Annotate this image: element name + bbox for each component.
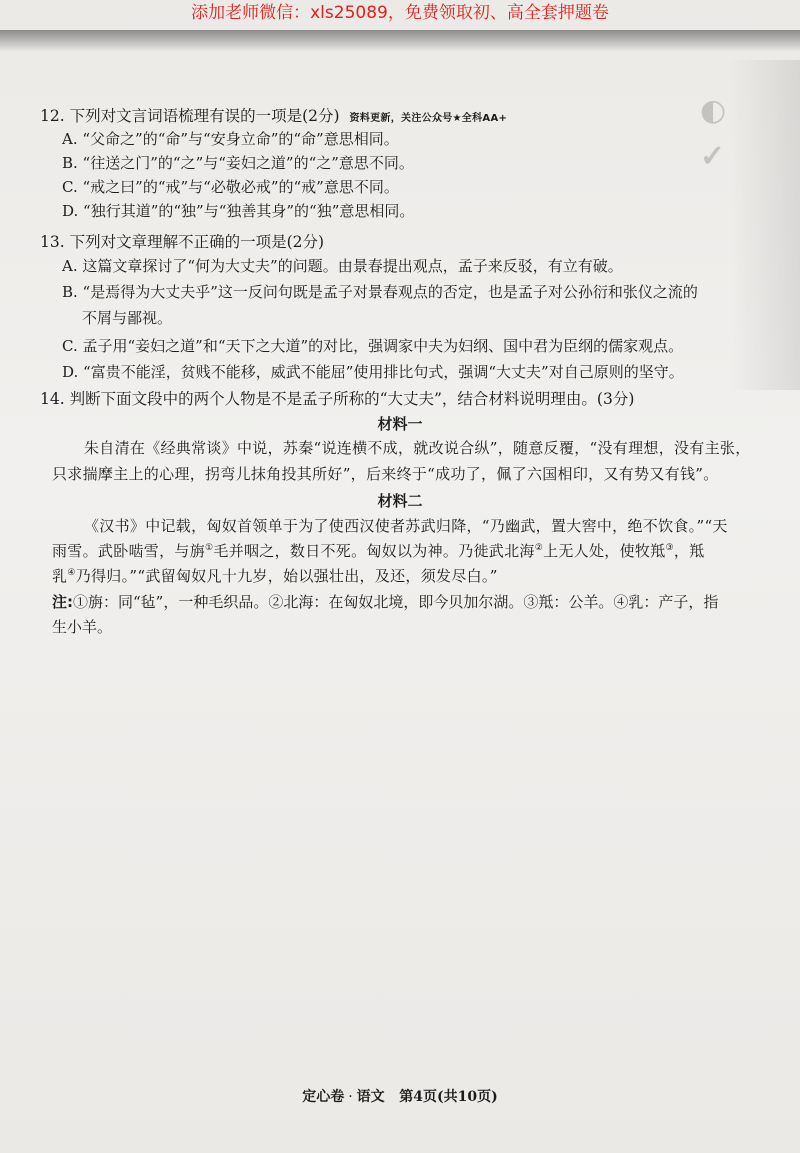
footer-subject: 语文 xyxy=(356,1089,385,1105)
footnote-mark-2: ② xyxy=(534,543,544,553)
material-2-line-1: 《汉书》中记载，匈奴首领单于为了使西汉使者苏武归降，“乃幽武，置大窖中，绝不饮食。”“天 xyxy=(84,517,728,535)
footnote-mark-3: ③ xyxy=(665,543,674,553)
material-2-seg: 乳 xyxy=(52,567,68,585)
notes-line-2: 生小羊。 xyxy=(52,618,113,636)
material-1-title: 材料一 xyxy=(377,415,423,433)
q13-option-b: B. “是焉得为大丈夫乎”这一反问句既是孟子对景春观点的否定，也是孟子对公孙衍和张仪之流的 xyxy=(62,283,698,301)
source-tag: 资料更新，关注公众号★全科AA+ xyxy=(349,113,508,124)
material-2-seg: 上无人处，使牧羝 xyxy=(543,542,666,560)
promo-banner: 添加老师微信：xls25089，免费领取初、高全套押题卷 xyxy=(191,3,609,23)
question-13-stem: 13. 下列对文章理解不正确的一项是(2分) xyxy=(40,233,325,251)
material-1-line-2: 只求揣摩主上的心理，拐弯儿抹角投其所好”，后来终于“成功了，佩了六国相印，又有势又有钱”。 xyxy=(52,465,719,483)
q12-option-a: A. “父命之”的“命”与“安身立命”的“命”意思相同。 xyxy=(62,130,399,148)
notes-label: 注: xyxy=(52,593,73,611)
page-footer xyxy=(0,1086,800,1106)
q12-option-d: D. “独行其道”的“独”与“独善其身”的“独”意思相同。 xyxy=(62,202,415,220)
material-2-seg: 乃得归。”“武留匈奴凡十九岁，始以强壮出，及还，须发尽白。” xyxy=(75,567,498,585)
q13-option-d: D. “富贵不能淫，贫贱不能移，威武不能屈”使用排比句式，强调“大丈夫”对自己原则的坚守。 xyxy=(62,363,684,381)
q12-option-b: B. “往送之门”的“之”与“妾妇之道”的“之”意思不同。 xyxy=(62,154,414,172)
material-2-seg: 雨雪。武卧啮雪，与旃 xyxy=(52,542,206,560)
footer-page-number: 第4页(共10页) xyxy=(399,1089,498,1105)
footnote-mark-4: ④ xyxy=(67,568,76,578)
bleed-through-mark: ◐ ✓ xyxy=(700,93,727,174)
question-14-stem: 14. 判断下面文段中的两个人物是不是孟子所称的“大丈夫”，结合材料说明理由。(3分) xyxy=(40,390,635,408)
footer-brand: 定心卷 xyxy=(302,1089,345,1105)
q12-option-c: C. “戒之曰”的“戒”与“必敬必戒”的“戒”意思不同。 xyxy=(62,178,399,196)
notes-text: ①旃：同“毡”，一种毛织品。②北海：在匈奴北境，即今贝加尔湖。③羝：公羊。④乳：产子，指 xyxy=(73,593,719,611)
question-12-text: 12. 下列对文言词语梳理有误的一项是(2分) xyxy=(40,107,340,125)
q13-option-b-cont: 不屑与鄙视。 xyxy=(82,309,173,327)
scan-shadow xyxy=(0,30,800,52)
q13-option-a: A. 这篇文章探讨了“何为大丈夫”的问题。由景春提出观点，孟子来反驳，有立有破。 xyxy=(62,257,623,275)
question-12-stem xyxy=(40,104,507,126)
material-2-seg: 毛并咽之，数日不死。匈奴以为神。乃徙武北海 xyxy=(213,542,535,560)
material-2-line-3 xyxy=(52,565,498,586)
material-1-line-1: 朱自清在《经典常谈》中说，苏秦“说连横不成，就改说合纵”，随意反覆，“没有理想，没有主张， xyxy=(84,439,751,457)
q13-option-c: C. 孟子用“妾妇之道”和“天下之大道”的对比，强调家中夫为妇纲、国中君为臣纲的儒家观点。 xyxy=(62,337,684,355)
material-2-seg: ，羝 xyxy=(673,542,705,560)
footer-separator: · xyxy=(348,1089,353,1105)
material-2-line-2 xyxy=(52,540,704,561)
footnote-mark-1: ① xyxy=(205,543,214,553)
material-2-title: 材料二 xyxy=(377,492,423,510)
notes-line-1 xyxy=(52,591,718,612)
